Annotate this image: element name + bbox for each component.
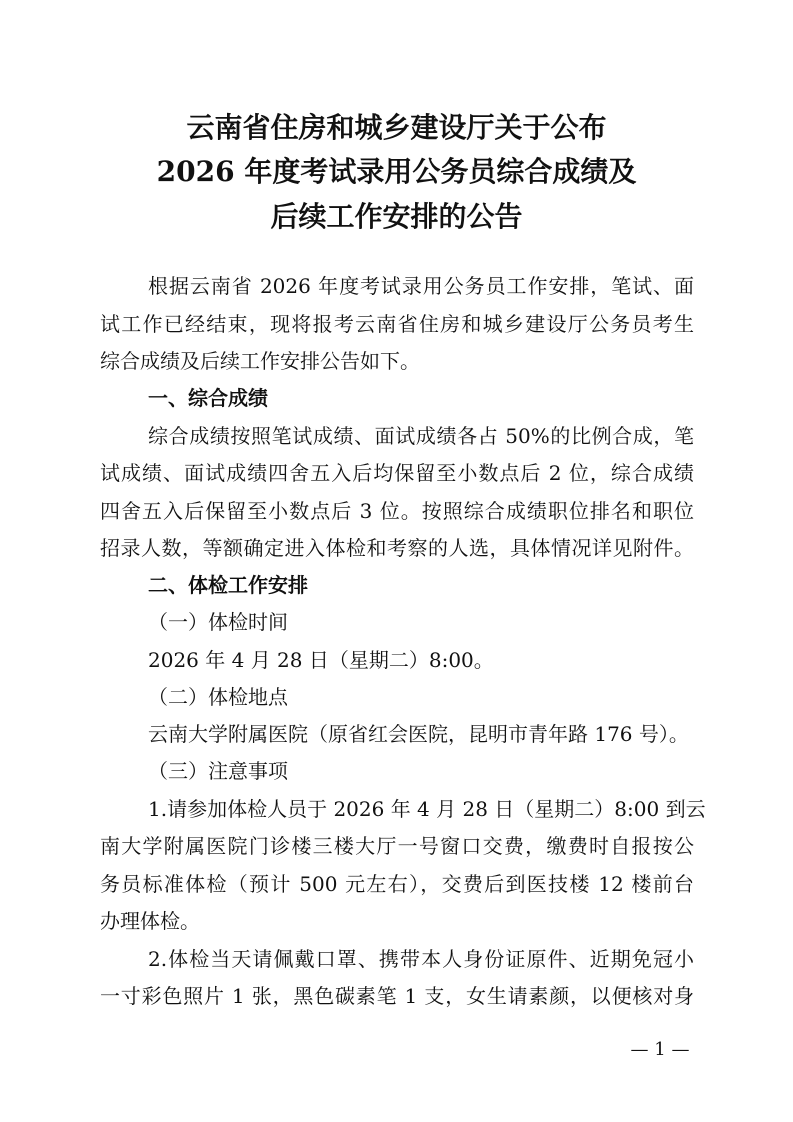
section2-heading: 二、体检工作安排 bbox=[148, 573, 308, 597]
section1-line-1: 综合成绩按照笔试成绩、面试成绩各占 50%的比例合成，笔 bbox=[148, 424, 694, 448]
title-line-3: 后续工作安排的公告 bbox=[270, 200, 523, 233]
exam-location-text: 云南大学附属医院（原省红会医院，昆明市青年路 176 号）。 bbox=[148, 722, 689, 746]
section1-heading: 一、综合成绩 bbox=[148, 386, 268, 410]
page-number: — 1 — bbox=[630, 1039, 690, 1060]
intro-line-3: 综合成绩及后续工作安排公告如下。 bbox=[100, 349, 420, 373]
subsection2-heading: （二）体检地点 bbox=[148, 685, 288, 709]
notice-item1-line-1: 1.请参加体检人员于 2026 年 4 月 28 日（星期二）8:00 到云 bbox=[148, 797, 706, 821]
section1-line-3: 四舍五入后保留至小数点后 3 位。按照综合成绩职位排名和职位 bbox=[100, 499, 694, 523]
notice-item2-line-1: 2.体检当天请佩戴口罩、携带本人身份证原件、近期免冠小 bbox=[148, 947, 694, 971]
intro-line-1: 根据云南省 2026 年度考试录用公务员工作安排，笔试、面 bbox=[148, 274, 694, 298]
notice-item1-line-3: 务员标准体检（预计 500 元左右），交费后到医技楼 12 楼前台 bbox=[100, 872, 694, 896]
subsection1-heading: （一）体检时间 bbox=[148, 610, 288, 634]
exam-time-text: 2026 年 4 月 28 日（星期二）8:00。 bbox=[148, 648, 494, 672]
section1-line-4: 招录人数，等额确定进入体检和考察的人选，具体情况详见附件。 bbox=[100, 536, 694, 560]
notice-item1-line-4: 办理体检。 bbox=[100, 909, 200, 933]
title-line-2: 2026 年度考试录用公务员综合成绩及 bbox=[156, 155, 637, 188]
intro-line-2: 试工作已经结束，现将报考云南省住房和城乡建设厅公务员考生 bbox=[100, 312, 694, 336]
title-line-1: 云南省住房和城乡建设厅关于公布 bbox=[186, 111, 607, 144]
subsection3-heading: （三）注意事项 bbox=[148, 759, 288, 783]
notice-item2-line-2: 一寸彩色照片 1 张，黑色碳素笔 1 支，女生请素颜，以便核对身 bbox=[100, 984, 694, 1008]
section1-line-2: 试成绩、面试成绩四舍五入后均保留至小数点后 2 位，综合成绩 bbox=[100, 461, 694, 485]
notice-item1-line-2: 南大学附属医院门诊楼三楼大厅一号窗口交费，缴费时自报按公 bbox=[100, 834, 694, 858]
